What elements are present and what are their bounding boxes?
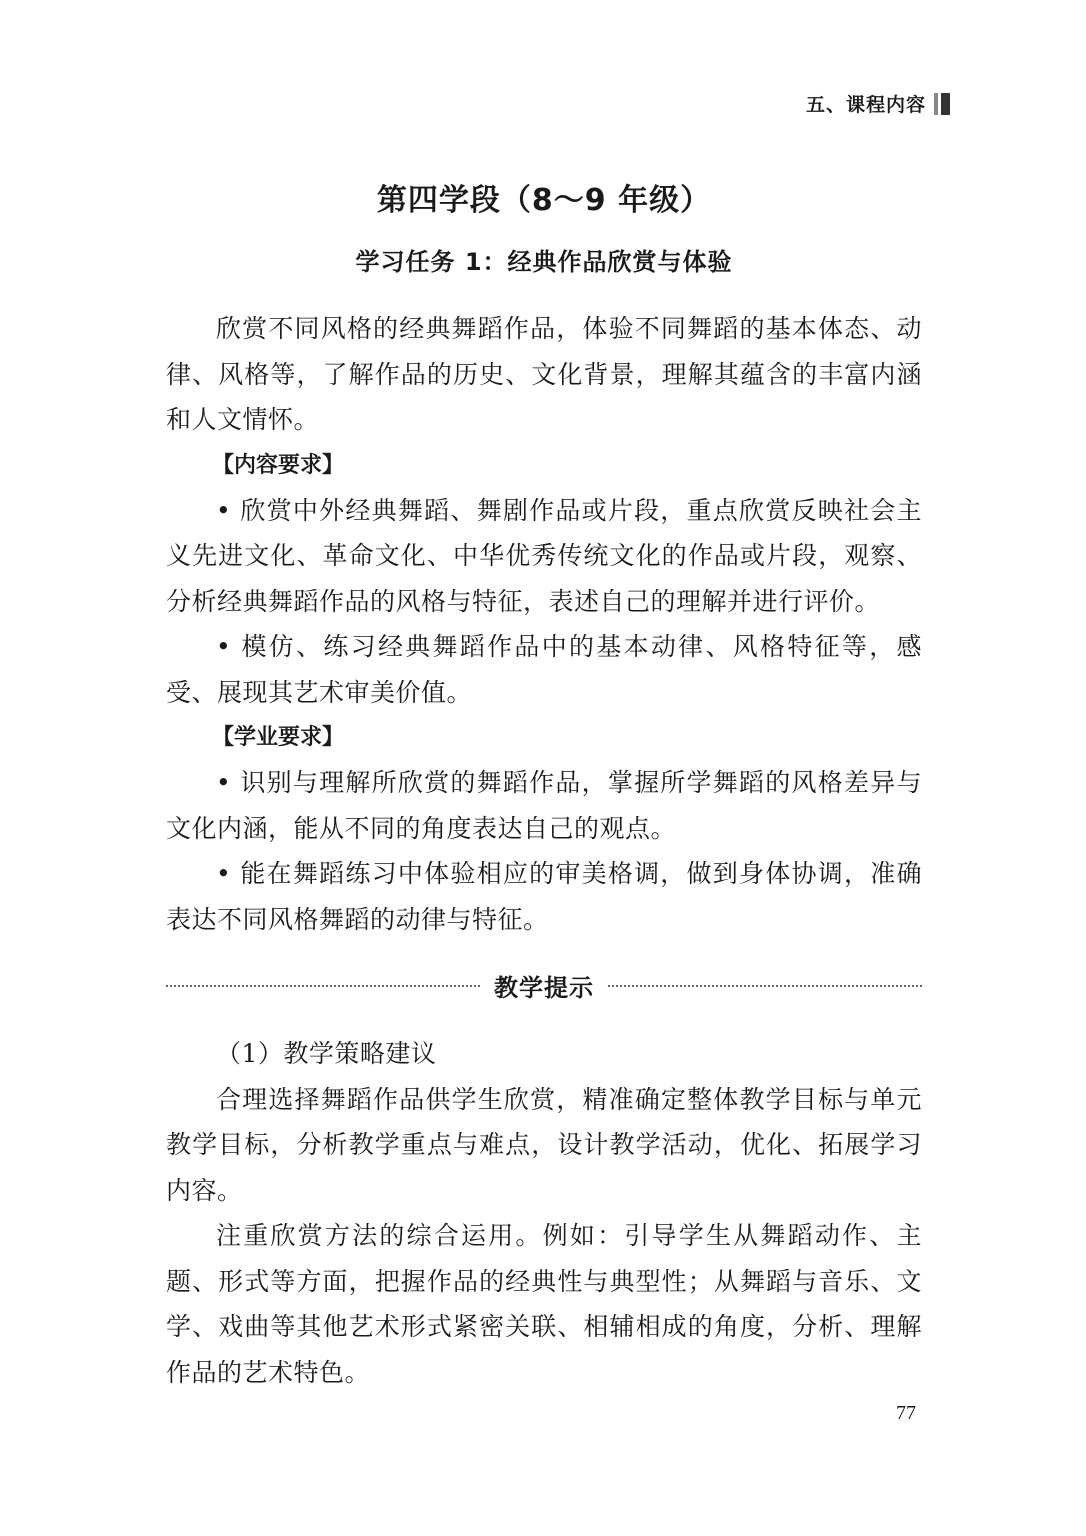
dotted-line-left: [166, 985, 480, 987]
page-content: [166, 178, 922, 1395]
teaching-tip-paragraph: 注重欣赏方法的综合运用。例如：引导学生从舞蹈动作、主题、形式等方面，把握作品的经典性与典型性；从舞蹈与音乐、文学、戏曲等其他艺术形式紧密关联、相辅相成的角度，分析、理解作品的艺术特色。: [166, 1221, 922, 1387]
academic-requirements-label: 【学业要求】: [212, 725, 345, 750]
task-title: 学习任务 1：经典作品欣赏与体验: [355, 248, 733, 276]
academic-requirement-item: • 识别与理解所欣赏的舞蹈作品，掌握所学舞蹈的风格差异与文化内涵，能从不同的角度表达自己的观点。: [166, 768, 922, 843]
teaching-tip-paragraph: 合理选择舞蹈作品供学生欣赏，精准确定整体教学目标与单元教学目标，分析教学重点与难点，设计教学活动，优化、拓展学习内容。: [166, 1084, 922, 1205]
running-head: [806, 90, 950, 117]
content-requirement-item: • 欣赏中外经典舞蹈、舞剧作品或片段，重点欣赏反映社会主义先进文化、革命文化、中华优秀传统文化的作品或片段，观察、分析经典舞蹈作品的风格与特征，表述自己的理解并进行评价。: [166, 495, 922, 616]
bar-thick: [941, 93, 950, 115]
academic-requirement-item: • 能在舞蹈练习中体验相应的审美格调，做到身体协调，准确表达不同风格舞蹈的动律与特征。: [166, 859, 922, 934]
teaching-tips-divider: [166, 968, 922, 1003]
page-title: 第四学段（8～9 年级）: [376, 183, 712, 218]
bar-thin: [934, 93, 938, 115]
intro-paragraph: 欣赏不同风格的经典舞蹈作品，体验不同舞蹈的基本体态、动律、风格等，了解作品的历史、文化背景，理解其蕴含的丰富内涵和人文情怀。: [166, 314, 922, 434]
dotted-line-right: [608, 985, 922, 987]
running-head-text: 五、课程内容: [805, 94, 926, 116]
content-requirement-item: • 模仿、练习经典舞蹈作品中的基本动律、风格特征等，感受、展现其艺术审美价值。: [166, 632, 922, 707]
page-number: 77: [896, 1402, 916, 1424]
double-bar-icon: [934, 93, 950, 115]
content-requirements-label: 【内容要求】: [212, 452, 345, 478]
teaching-tips-label: 教学提示: [494, 974, 594, 1002]
teaching-strategy-subheading: （1）教学策略建议: [216, 1039, 437, 1068]
